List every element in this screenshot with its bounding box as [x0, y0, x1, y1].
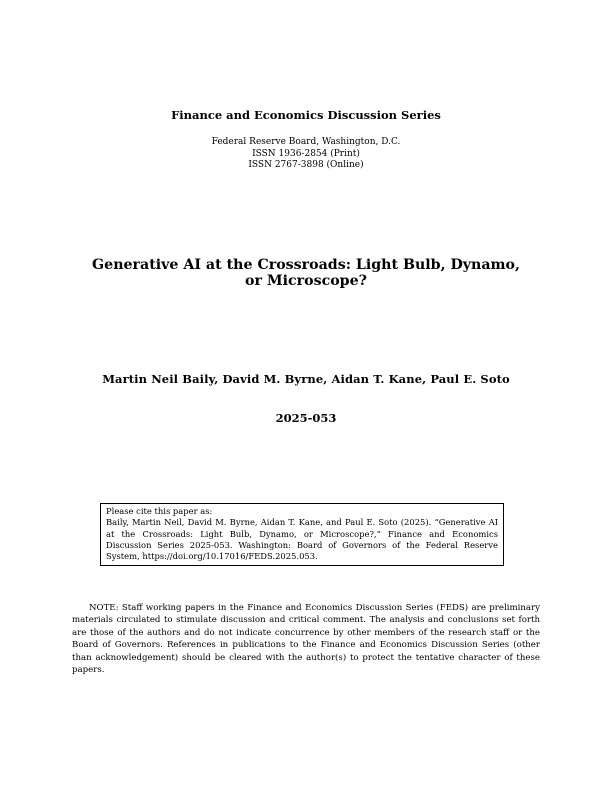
- paper-title: Generative AI at the Crossroads: Light Bulb, Dynamo, or Microscope?: [92, 257, 520, 289]
- issn-print: ISSN 1936-2854 (Print): [252, 148, 360, 159]
- citation-text: Baily, Martin Neil, David M. Byrne, Aidan T. Kane, and Paul E. Soto (2025). “Generative AI at the Crossroads: Light Bulb, Dynamo, or Microscope?,” Finance and Economics Discussion Series 2025-053. Washington: Board of Governors of the Federal Reserve System, https://doi.org/10.17016/FEDS.2025.053.: [106, 517, 498, 562]
- series-title: Finance and Economics Discussion Series: [171, 108, 441, 122]
- paper-number: 2025-053: [275, 411, 337, 425]
- disclaimer-note: NOTE: Staff working papers in the Finance and Economics Discussion Series (FEDS) are preliminary materials circulated to stimulate discussion and critical comment. The analysis and conclusions set forth are those of the authors and do not indicate concurrence by other members of the research staff or the Board of Governors. References in publications to the Finance and Economics Discussion Series (other than acknowledgement) should be cleared with the author(s) to protect the tentative character of these papers.: [72, 603, 540, 676]
- issn-online: ISSN 2767-3898 (Online): [248, 160, 364, 170]
- citation-label: Please cite this paper as:: [106, 506, 213, 516]
- citation-box: [100, 503, 504, 566]
- publisher-block: [0, 137, 612, 172]
- author-list: Martin Neil Baily, David M. Byrne, Aidan T. Kane, Paul E. Soto: [102, 372, 510, 386]
- publisher-name: Federal Reserve Board, Washington, D.C.: [211, 137, 401, 147]
